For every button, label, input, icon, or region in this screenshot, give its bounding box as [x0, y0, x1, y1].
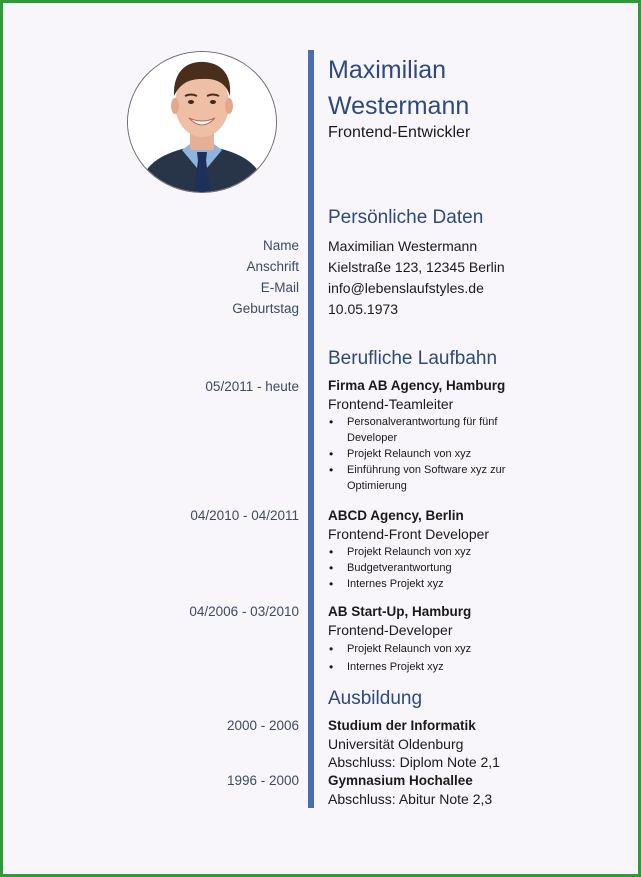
candidate-name: [328, 52, 628, 124]
list-item: • Personalverantwortung für fünf Developer: [328, 414, 537, 446]
education-detail: Universität Oldenburg: [328, 736, 464, 752]
career-company: Firma AB Agency, Hamburg: [328, 378, 506, 393]
label-birthday: Geburtstag: [232, 301, 299, 316]
job-title: Frontend-Entwickler: [328, 124, 471, 141]
value-email: info@lebenslaufstyles.de: [328, 280, 484, 296]
education-school: Gymnasium Hochallee: [328, 773, 473, 788]
first-name: Maximilian: [328, 56, 447, 84]
education-period: 2000 - 2006: [226, 718, 299, 733]
career-tasks: [328, 544, 537, 592]
label-address: Anschrift: [246, 259, 299, 274]
career-role: Frontend-Developer: [328, 622, 453, 638]
education-degree: Abschluss: Abitur Note 2,3: [328, 791, 493, 807]
value-name: Maximilian Westermann: [328, 238, 478, 254]
education-degree: Abschluss: Diplom Note 2,1: [328, 754, 500, 770]
list-item: • Einführung von Software xyz zur Optimierung: [328, 462, 537, 494]
career-period: 04/2010 - 04/2011: [190, 508, 299, 523]
list-item: • Projekt Relaunch von xyz: [328, 641, 537, 657]
career-period: 05/2011 - heute: [205, 379, 299, 394]
value-address: Kielstraße 123, 12345 Berlin: [328, 259, 505, 275]
list-item: • Internes Projekt xyz: [328, 576, 537, 592]
list-item: • Internes Projekt xyz: [328, 659, 537, 675]
profile-photo: [127, 51, 277, 193]
section-title-education: Ausbildung: [328, 688, 423, 709]
last-name: Westermann: [328, 92, 470, 120]
education-school: Studium der Informatik: [328, 718, 476, 733]
career-role: Frontend-Teamleiter: [328, 396, 454, 412]
list-item: • Projekt Relaunch von xyz: [328, 544, 537, 560]
career-period: 04/2006 - 03/2010: [189, 604, 299, 619]
label-email: E-Mail: [260, 280, 299, 295]
section-title-career: Berufliche Laufbahn: [328, 348, 498, 369]
label-name: Name: [262, 238, 299, 253]
career-tasks: [328, 414, 537, 494]
timeline-divider: [308, 50, 314, 808]
career-company: AB Start-Up, Hamburg: [328, 604, 472, 619]
list-item: • Budgetverantwortung: [328, 560, 537, 576]
career-company: ABCD Agency, Berlin: [328, 508, 464, 523]
section-title-personal: Persönliche Daten: [328, 207, 484, 228]
value-birthday: 10.05.1973: [328, 301, 399, 317]
portrait-image: [128, 52, 276, 192]
career-tasks: [328, 641, 537, 675]
list-item: • Projekt Relaunch von xyz: [328, 446, 537, 462]
career-role: Frontend-Front Developer: [328, 526, 490, 542]
education-period: 1996 - 2000: [226, 773, 299, 788]
